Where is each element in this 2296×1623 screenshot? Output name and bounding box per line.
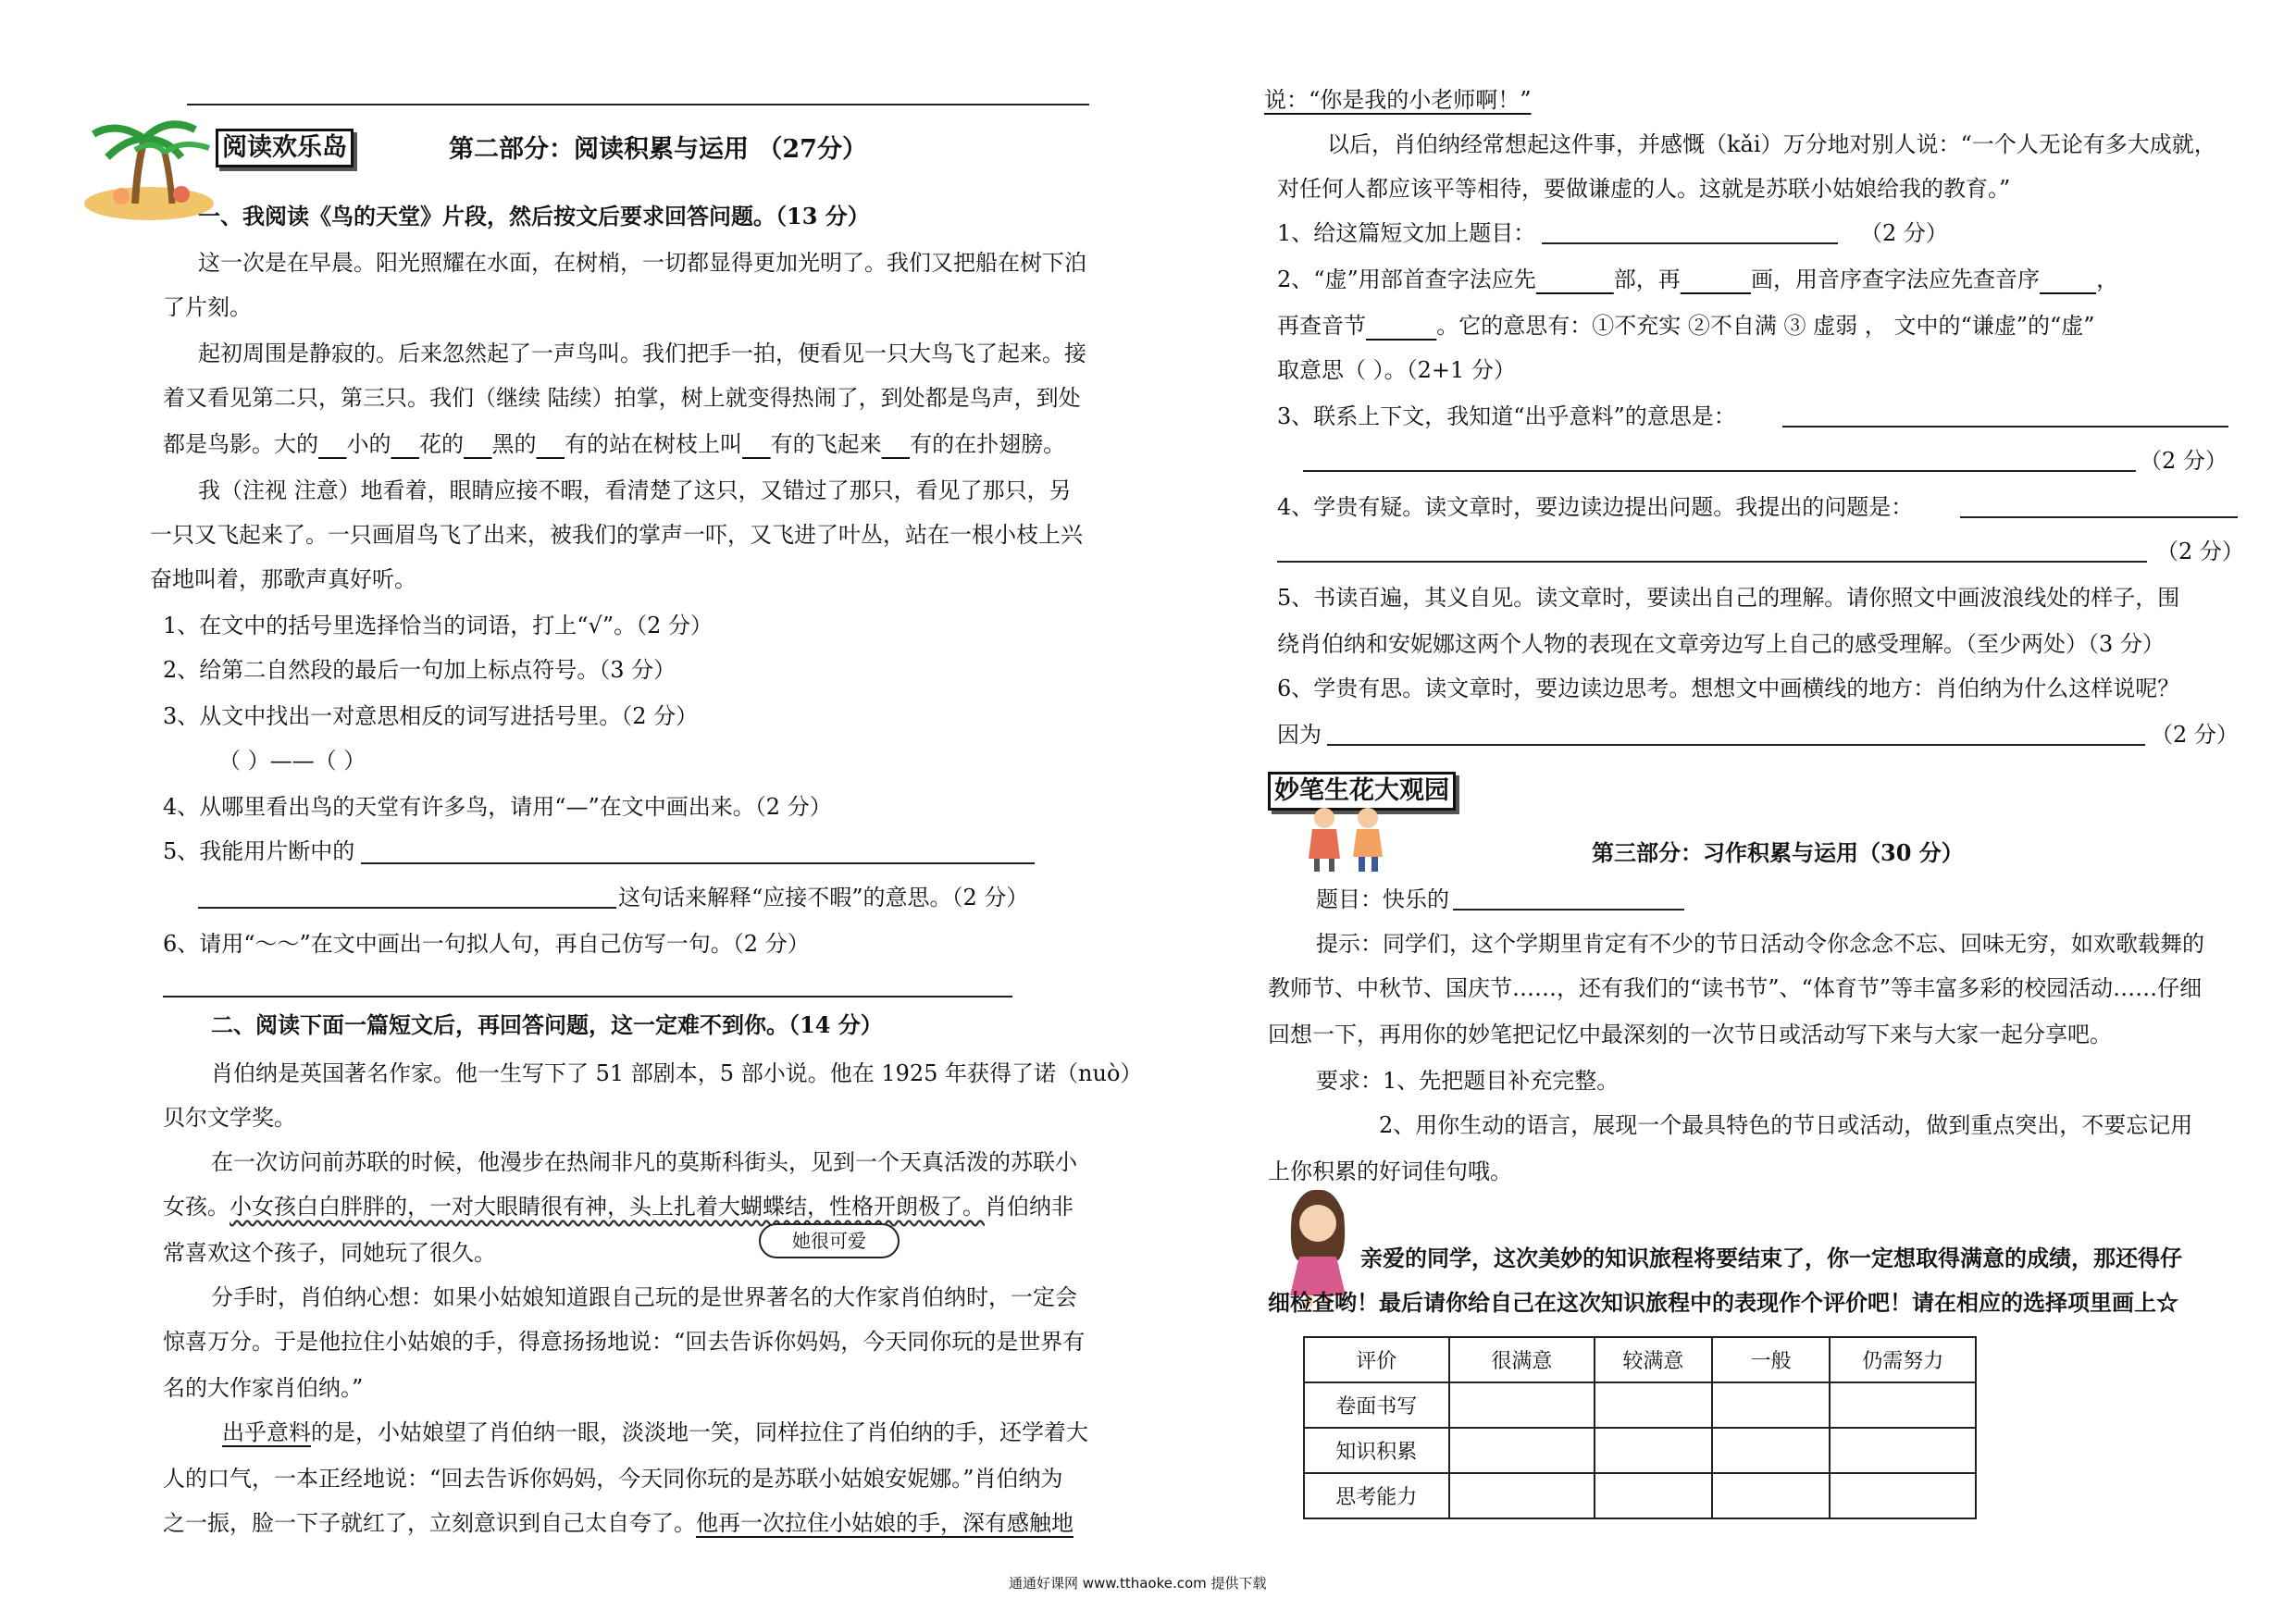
question-4: 4、从哪里看出鸟的天堂有许多鸟，请用“—”在文中画出来。（2 分） xyxy=(163,794,832,820)
hint-line1: 提示：同学们，这个学期里肯定有不少的节日活动令你念念不忘、回味无穷，如欢歌载舞的 xyxy=(1316,931,2204,957)
table-header-cell: 一般 xyxy=(1712,1337,1831,1382)
right-question-3-answer-line-2[interactable] xyxy=(1303,470,2136,472)
punct-blank[interactable] xyxy=(882,431,911,457)
section-one-title: 一、我阅读《鸟的天堂》片段，然后按文后要求回答问题。（13 分） xyxy=(198,203,870,229)
question-3: 3、从文中找出一对意思相反的词写进括号里。（2 分） xyxy=(163,703,699,729)
table-cell[interactable] xyxy=(1449,1382,1595,1428)
table-row xyxy=(1304,1428,1976,1473)
right-question-4: 4、学贵有疑。读文章时，要边读边提出问题。我提出的问题是： xyxy=(1277,494,1914,520)
hint-line2: 教师节、中秋节、国庆节……，还有我们的“读书节”、“体育节”等丰富多彩的校园活动……仔细 xyxy=(1268,975,2203,1001)
passage-p3-line2: 一只又飞起来了。一只画眉鸟飞了出来，被我们的掌声一吓，又飞进了叶丛，站在一根小枝上兴 xyxy=(150,522,1083,548)
punct-blank[interactable] xyxy=(464,431,492,457)
section-badge-writing: 妙笔生花大观园 xyxy=(1268,772,1456,811)
question-5-answer-line-2[interactable] xyxy=(198,907,616,909)
passage-p1-line1: 这一次是在早晨。阳光照耀在水面，在树梢，一切都显得更加光明了。我们又把船在树下泊 xyxy=(198,250,1086,276)
table-header-cell: 评价 xyxy=(1304,1337,1449,1382)
passage-p3-line1: 我（注视 注意）地看着，眼睛应接不暇，看清楚了这只，又错过了那只，看见了那只，另 xyxy=(198,477,1072,503)
right-question-2-line3: 取意思（ ）。（2+1 分） xyxy=(1277,357,1516,383)
question-6-answer-line[interactable] xyxy=(163,996,1012,997)
passage-p2-line3: 都是鸟影。大的 小的 花的 黑的 有的站在树枝上叫 有的飞起来 有的在扑翅膀。 xyxy=(163,431,1066,457)
question-1: 1、在文中的括号里选择恰当的词语，打上“√”。（2 分） xyxy=(163,613,713,638)
right-question-2-line1: 2、“虚”用部首查字法应先 部，再 画，用音序查字法应先查音序 ， xyxy=(1277,266,2119,292)
annotation-bubble: 她很可爱 xyxy=(759,1223,900,1258)
right-question-3-answer-line-1[interactable] xyxy=(1782,426,2228,427)
right-question-1-score: （2 分） xyxy=(1860,220,1948,246)
essay-p2-line3: 常喜欢这个孩子，同她玩了很久。 xyxy=(163,1240,496,1266)
right-question-5-line1: 5、书读百遍，其义自见。读文章时，要读出自己的理解。请你照文中画波浪线处的样子，围 xyxy=(1277,585,2180,611)
part-three-title: 第三部分：习作积累与运用（30 分） xyxy=(1592,839,1964,866)
table-cell[interactable] xyxy=(1830,1473,1976,1518)
right-question-1: 1、给这篇短文加上题目： xyxy=(1277,220,1536,246)
table-cell[interactable] xyxy=(1595,1382,1712,1428)
right-question-3-score: （2 分） xyxy=(2140,448,2228,474)
blank[interactable] xyxy=(1536,266,1614,292)
essay-p2-line1: 在一次访问前苏联的时候，他漫步在热闹非凡的莫斯科街头，见到一个天真活泼的苏联小 xyxy=(211,1149,1077,1175)
underlined-sentence: 他再一次拉住小姑娘的手，深有感触地 xyxy=(696,1510,1074,1536)
essay-p5-line2: 对任何人都应该平等相待，要做谦虚的人。这就是苏联小姑娘给我的教育。” xyxy=(1277,176,2011,202)
right-question-3: 3、联系上下文，我知道“出乎意料”的意思是： xyxy=(1277,403,1736,429)
table-cell[interactable] xyxy=(1595,1428,1712,1473)
right-question-6-score: （2 分） xyxy=(2151,722,2239,748)
requirement-1: 要求：1、先把题目补充完整。 xyxy=(1316,1068,1620,1094)
table-row-label: 知识积累 xyxy=(1304,1428,1449,1473)
children-illustration xyxy=(1292,805,1403,872)
essay-continuation: 说：“你是我的小老师啊！” xyxy=(1264,87,1532,113)
essay-topic: 题目：快乐的 xyxy=(1316,886,1449,912)
question-6: 6、请用“～～”在文中画出一句拟人句，再自己仿写一句。（2 分） xyxy=(163,931,810,957)
essay-p3-line1: 分手时，肖伯纳心想：如果小姑娘知道跟自己玩的是世界著名的大作家肖伯纳时，一定会 xyxy=(211,1284,1077,1310)
table-header-cell: 很满意 xyxy=(1449,1337,1595,1382)
top-rule xyxy=(187,104,1089,105)
table-cell[interactable] xyxy=(1830,1382,1976,1428)
blank[interactable] xyxy=(1366,313,1436,339)
requirement-2: 2、用你生动的语言，展现一个最具特色的节日或活动，做到重点突出，不要忘记用 xyxy=(1379,1112,2193,1138)
table-cell[interactable] xyxy=(1712,1428,1831,1473)
right-question-4-answer-line-1[interactable] xyxy=(1960,516,2238,518)
self-evaluation-table xyxy=(1303,1336,1977,1519)
question-5-start: 5、我能用片断中的 xyxy=(163,838,355,864)
right-question-4-answer-line-2[interactable] xyxy=(1277,561,2147,563)
essay-p2-line2: 女孩。小女孩白白胖胖的，一对大眼睛很有神，头上扎着大蝴蝶结，性格开朗极了。肖伯纳非 xyxy=(163,1194,1074,1220)
essay-p3-line3: 名的大作家肖伯纳。” xyxy=(163,1375,364,1401)
right-question-1-answer-line[interactable] xyxy=(1542,242,1838,244)
right-question-6-answer-line[interactable] xyxy=(1327,744,2145,746)
section-two-title: 二、阅读下面一篇短文后，再回答问题，这一定难不到你。（14 分） xyxy=(211,1011,883,1038)
essay-p4-line1: 出乎意料的是，小姑娘望了肖伯纳一眼，淡淡地一笑，同样拉住了肖伯纳的手，还学着大 xyxy=(222,1419,1088,1445)
table-row-label: 卷面书写 xyxy=(1304,1382,1449,1428)
table-cell[interactable] xyxy=(1449,1428,1595,1473)
blank[interactable] xyxy=(2040,266,2096,292)
passage-p3-line3: 奋地叫着，那歌声真好听。 xyxy=(150,566,416,592)
right-question-5-line2: 绕肖伯纳和安妮娜这两个人物的表现在文章旁边写上自己的感受理解。（至少两处）（3 分） xyxy=(1277,631,2165,657)
right-question-6-because: 因为 xyxy=(1277,722,1322,748)
wavy-underlined-sentence: 小女孩白白胖胖的，一对大眼睛很有神，头上扎着大蝴蝶结，性格开朗极了。 xyxy=(230,1194,985,1220)
essay-topic-answer-line[interactable] xyxy=(1453,909,1684,911)
table-cell[interactable] xyxy=(1712,1382,1831,1428)
passage-p2-line1: 起初周围是静寂的。后来忽然起了一声鸟叫。我们把手一拍，便看见一只大鸟飞了起来。接 xyxy=(198,341,1086,366)
part-two-title: 第二部分：阅读积累与运用 （27分） xyxy=(449,135,867,164)
requirement-2-cont: 上你积累的好词佳句哦。 xyxy=(1268,1158,1512,1184)
table-cell[interactable] xyxy=(1830,1428,1976,1473)
table-header-row xyxy=(1304,1337,1976,1382)
essay-p4-line3: 之一振，脸一下子就红了，立刻意识到自己太自夸了。他再一次拉住小姑娘的手，深有感触地 xyxy=(163,1510,1074,1536)
closing-message-line2: 细检查哟！最后请你给自己在这次知识旅程中的表现作个评价吧！请在相应的选择项里画上☆ xyxy=(1268,1289,2178,1316)
essay-p4-line2: 人的口气，一本正经地说：“回去告诉你妈妈，今天同你玩的是苏联小姑娘安妮娜。”肖伯纳为 xyxy=(163,1466,1063,1492)
underlined-phrase: 出乎意料 xyxy=(222,1419,311,1445)
hint-line3: 回想一下，再用你的妙笔把记忆中最深刻的一次节日或活动写下来与大家一起分享吧。 xyxy=(1268,1022,2112,1047)
punct-blank[interactable] xyxy=(742,431,771,457)
punct-blank[interactable] xyxy=(318,431,347,457)
question-3-answer-brackets[interactable]: （ ）——（ ） xyxy=(218,748,366,774)
passage-p2-line2: 着又看见第二只，第三只。我们（继续 陆续）拍掌，树上就变得热闹了，到处都是鸟声，到处 xyxy=(163,385,1081,411)
essay-p3-line2: 惊喜万分。于是他拉住小姑娘的手，得意扬扬地说：“回去告诉你妈妈，今天同你玩的是世界有 xyxy=(163,1329,1086,1355)
table-cell[interactable] xyxy=(1712,1473,1831,1518)
punct-blank[interactable] xyxy=(537,431,565,457)
table-row-label: 思考能力 xyxy=(1304,1473,1449,1518)
passage-p1-line2: 了片刻。 xyxy=(163,294,252,320)
table-cell[interactable] xyxy=(1595,1473,1712,1518)
question-5-answer-line-1[interactable] xyxy=(361,862,1035,864)
right-question-2-line2: 再查音节 。它的意思有：①不充实 ②不自满 ③ 虚弱 ， 文中的“谦虚”的“虚” xyxy=(1277,313,2095,339)
right-question-4-score: （2 分） xyxy=(2156,539,2244,564)
right-question-6: 6、学贵有思。读文章时，要边读边思考。想想文中画横线的地方：肖伯纳为什么这样说呢？ xyxy=(1277,675,2180,701)
essay-p1-line1: 肖伯纳是英国著名作家。他一生写下了 51 部剧本，5 部小说。他在 1925 年获得了诺（nuò） xyxy=(211,1060,1143,1086)
table-header-cell: 仍需努力 xyxy=(1830,1337,1976,1382)
punct-blank[interactable] xyxy=(391,431,420,457)
blank[interactable] xyxy=(1681,266,1751,292)
table-cell[interactable] xyxy=(1449,1473,1595,1518)
question-2: 2、给第二自然段的最后一句加上标点符号。（3 分） xyxy=(163,657,676,683)
closing-message-line1: 亲爱的同学，这次美妙的知识旅程将要结束了，你一定想取得满意的成绩，那还得仔 xyxy=(1360,1245,2182,1271)
page-footer: 通通好课网 www.tthaoke.com 提供下载 xyxy=(1009,1575,1267,1592)
table-row xyxy=(1304,1382,1976,1428)
question-5-end: 这句话来解释“应接不暇”的意思。（2 分） xyxy=(618,885,1029,911)
table-row xyxy=(1304,1473,1976,1518)
table-header-cell: 较满意 xyxy=(1595,1337,1712,1382)
essay-p1-line2: 贝尔文学奖。 xyxy=(163,1105,296,1131)
section-badge-reading: 阅读欢乐岛 xyxy=(216,129,354,167)
essay-p5-line1: 以后，肖伯纳经常想起这件事，并感慨（kǎi）万分地对别人说：“一个人无论有多大成就， xyxy=(1327,131,2216,157)
